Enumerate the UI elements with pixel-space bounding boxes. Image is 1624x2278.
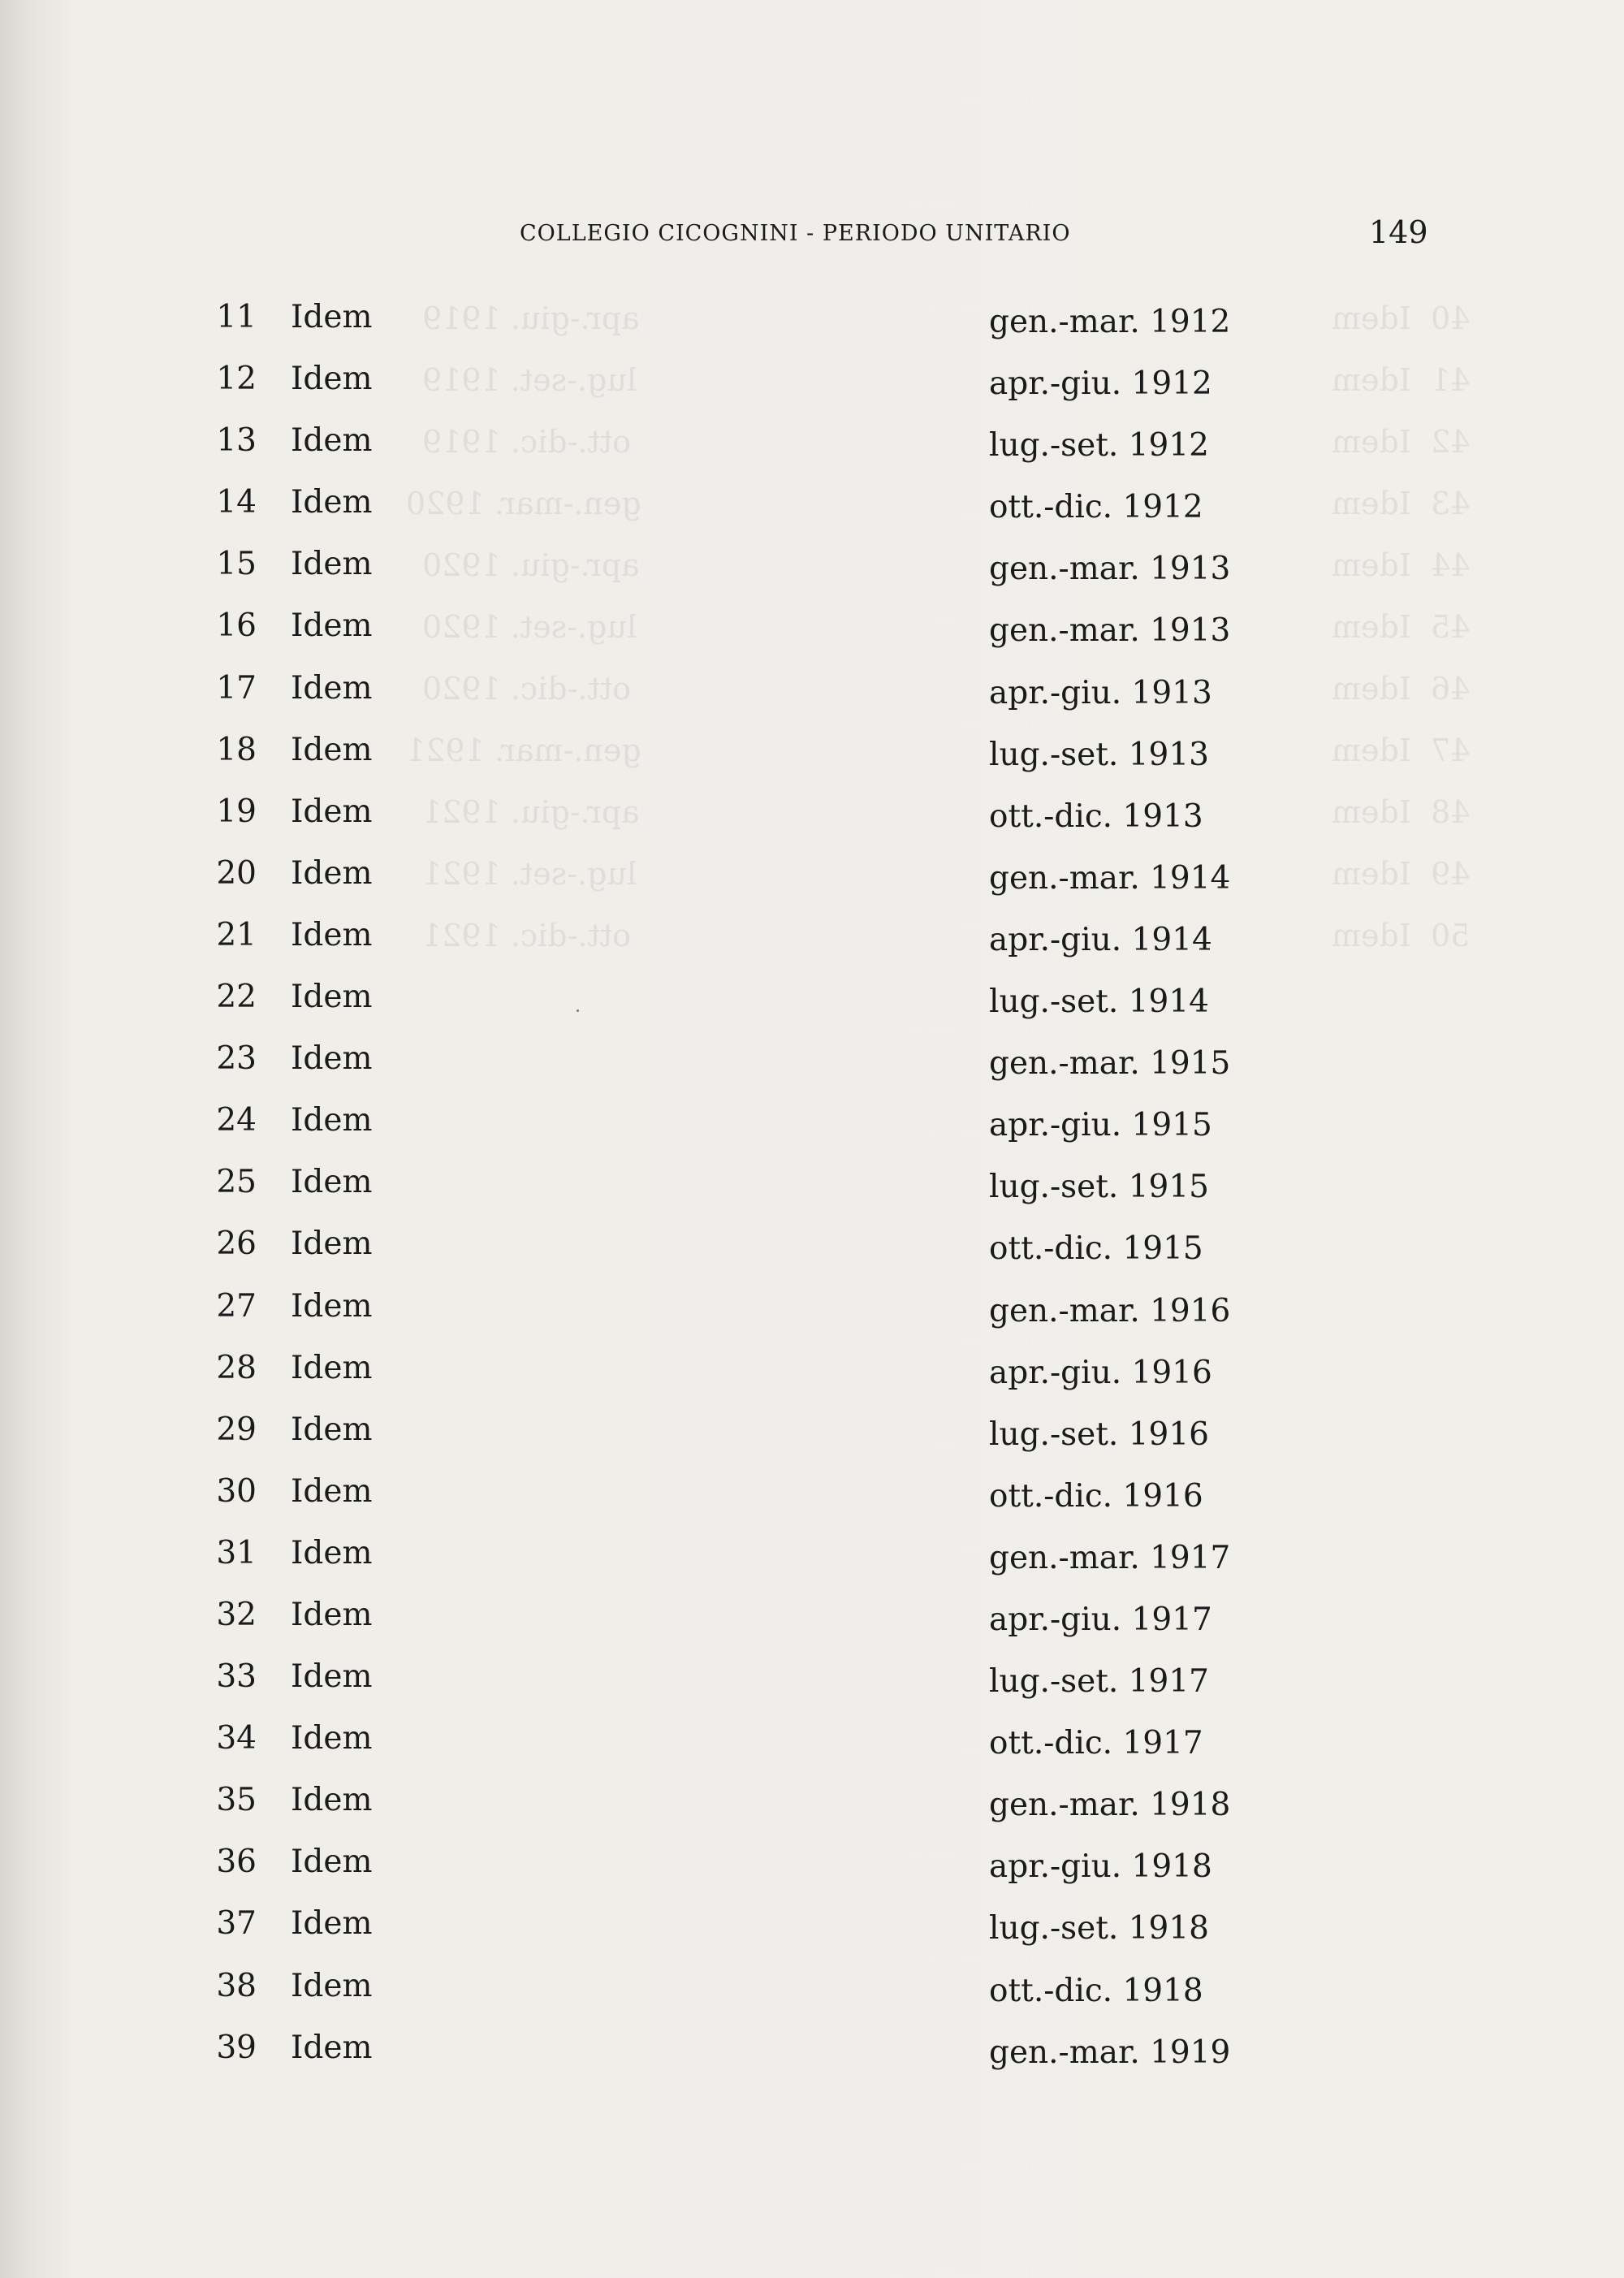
- entry-date: gen.-mar. 1913: [989, 612, 1231, 650]
- running-header: [0, 214, 1624, 250]
- list-item: [0, 1040, 1624, 1102]
- entry-description: Idem: [291, 669, 373, 707]
- entry-date: ott.-dic. 1918: [989, 1972, 1203, 2009]
- entry-description: Idem: [291, 361, 373, 398]
- entry-date: gen.-mar. 1917: [989, 1539, 1231, 1576]
- page-title: COLLEGIO CICOGNINI - PERIODO UNITARIO: [520, 221, 1071, 246]
- entry-description: Idem: [291, 1225, 373, 1263]
- entry-description: Idem: [291, 484, 373, 521]
- entry-description: Idem: [291, 1040, 373, 1078]
- entry-date: lug.-set. 1912: [989, 427, 1209, 465]
- list-item: [0, 1597, 1624, 1658]
- entry-number: 36: [216, 1844, 257, 1881]
- list-item: [0, 979, 1624, 1040]
- entry-number: 31: [216, 1534, 257, 1571]
- entry-description: Idem: [291, 1967, 373, 2004]
- entry-number: 37: [216, 1905, 257, 1943]
- list-item: [0, 299, 1624, 361]
- entry-number: 35: [216, 1782, 257, 1819]
- entry-description: Idem: [291, 1349, 373, 1386]
- inventory-list: [0, 299, 1624, 2091]
- entry-date: gen.-mar. 1912: [989, 304, 1231, 340]
- entry-description: Idem: [291, 607, 373, 645]
- entry-description: Idem: [291, 1905, 373, 1943]
- entry-number: 30: [216, 1472, 257, 1510]
- list-item: [0, 1164, 1624, 1225]
- page-number: 149: [1369, 214, 1428, 250]
- list-item: [0, 855, 1624, 917]
- entry-date: lug.-set. 1913: [989, 736, 1209, 773]
- entry-description: Idem: [291, 1287, 373, 1325]
- entry-number: 26: [216, 1225, 257, 1263]
- entry-date: gen.-mar. 1913: [989, 551, 1231, 588]
- entry-number: 16: [216, 607, 257, 645]
- entry-number: 25: [216, 1164, 257, 1201]
- entry-number: 12: [216, 361, 257, 398]
- entry-number: 20: [216, 854, 257, 892]
- entry-date: lug.-set. 1918: [989, 1910, 1209, 1947]
- list-item: [0, 1844, 1624, 1905]
- entry-number: 32: [216, 1596, 257, 1633]
- list-item: [0, 422, 1624, 484]
- list-item: [0, 1473, 1624, 1535]
- entry-date: apr.-giu. 1912: [989, 365, 1212, 403]
- entry-number: 21: [216, 916, 257, 953]
- entry-description: Idem: [291, 1658, 373, 1696]
- list-item: [0, 1350, 1624, 1411]
- entry-number: 22: [216, 979, 257, 1016]
- entry-date: gen.-mar. 1916: [989, 1292, 1231, 1329]
- list-item: [0, 1658, 1624, 1720]
- entry-description: Idem: [291, 979, 373, 1016]
- entry-number: 28: [216, 1349, 257, 1386]
- entry-description: Idem: [291, 546, 373, 583]
- entry-date: gen.-mar. 1918: [989, 1787, 1231, 1824]
- list-item: [0, 1720, 1624, 1782]
- list-item: [0, 917, 1624, 979]
- entry-description: Idem: [291, 1720, 373, 1757]
- entry-date: apr.-giu. 1916: [989, 1354, 1212, 1391]
- list-item: [0, 546, 1624, 607]
- entry-description: Idem: [291, 916, 373, 953]
- list-item: [0, 607, 1624, 669]
- entry-number: 11: [216, 299, 257, 335]
- entry-date: lug.-set. 1915: [989, 1169, 1209, 1206]
- entry-description: Idem: [291, 1596, 373, 1633]
- entry-description: Idem: [291, 1164, 373, 1201]
- entry-number: 15: [216, 546, 257, 583]
- entry-date: gen.-mar. 1914: [989, 859, 1231, 897]
- entry-date: apr.-giu. 1914: [989, 921, 1212, 958]
- list-item: [0, 2029, 1624, 2091]
- entry-description: Idem: [291, 1782, 373, 1819]
- entry-date: ott.-dic. 1916: [989, 1477, 1203, 1515]
- entry-description: Idem: [291, 299, 373, 335]
- entry-description: Idem: [291, 1411, 373, 1448]
- entry-date: apr.-giu. 1915: [989, 1107, 1212, 1144]
- entry-date: gen.-mar. 1915: [989, 1045, 1231, 1083]
- list-item: [0, 1411, 1624, 1473]
- entry-description: Idem: [291, 1844, 373, 1881]
- entry-date: apr.-giu. 1918: [989, 1848, 1212, 1886]
- entry-date: apr.-giu. 1917: [989, 1601, 1212, 1638]
- list-item: [0, 1535, 1624, 1597]
- entry-number: 13: [216, 422, 257, 460]
- entry-date: ott.-dic. 1915: [989, 1230, 1203, 1268]
- entry-description: Idem: [291, 1534, 373, 1571]
- entry-date: ott.-dic. 1912: [989, 489, 1203, 526]
- entry-number: 19: [216, 793, 257, 830]
- entry-number: 38: [216, 1967, 257, 2004]
- entry-date: lug.-set. 1916: [989, 1416, 1209, 1453]
- list-item: [0, 732, 1624, 793]
- list-item: [0, 1102, 1624, 1164]
- entry-number: 27: [216, 1287, 257, 1325]
- entry-number: 39: [216, 2029, 257, 2066]
- entry-number: 29: [216, 1411, 257, 1448]
- list-item: [0, 1782, 1624, 1844]
- entry-number: 14: [216, 484, 257, 521]
- list-item: [0, 793, 1624, 855]
- entry-date: ott.-dic. 1917: [989, 1725, 1203, 1762]
- entry-number: 23: [216, 1040, 257, 1078]
- entry-description: Idem: [291, 793, 373, 830]
- entry-number: 17: [216, 669, 257, 707]
- show-through-from-reverse-page: 40 Idem 41 Idem 42 Idem 43 Idem 44 Idem 45 Idem 46 Idem 47 Idem 48 Idem 49 Idem 50 Idem apr.-giu. 1919 lug.-set. 1919 ott.-dic. 1919 gen.-mar. 1920 apr.-giu. 1920 lug.-set. 1920 ott.-dic. 1920 gen.-mar. 1921 apr.-giu. 1921 lug.-set. 1921 ott.-dic. 1921: [406, 300, 1471, 953]
- list-item: [0, 361, 1624, 422]
- entry-date: ott.-dic. 1913: [989, 798, 1203, 835]
- entry-description: Idem: [291, 422, 373, 460]
- entry-description: Idem: [291, 2029, 373, 2066]
- entry-date: apr.-giu. 1913: [989, 674, 1212, 711]
- list-item: [0, 1225, 1624, 1287]
- entry-number: 18: [216, 731, 257, 768]
- list-item: [0, 1288, 1624, 1350]
- list-item: [0, 670, 1624, 732]
- entry-number: 34: [216, 1720, 257, 1757]
- scan-speck: [577, 1009, 579, 1012]
- entry-description: Idem: [291, 854, 373, 892]
- entry-date: lug.-set. 1917: [989, 1663, 1209, 1701]
- list-item: [0, 1968, 1624, 2029]
- entry-date: gen.-mar. 1919: [989, 2034, 1231, 2071]
- list-item: [0, 1905, 1624, 1967]
- entry-date: lug.-set. 1914: [989, 983, 1209, 1021]
- entry-number: 24: [216, 1102, 257, 1139]
- list-item: [0, 484, 1624, 546]
- entry-number: 33: [216, 1658, 257, 1696]
- entry-description: Idem: [291, 1102, 373, 1139]
- entry-description: Idem: [291, 731, 373, 768]
- entry-description: Idem: [291, 1472, 373, 1510]
